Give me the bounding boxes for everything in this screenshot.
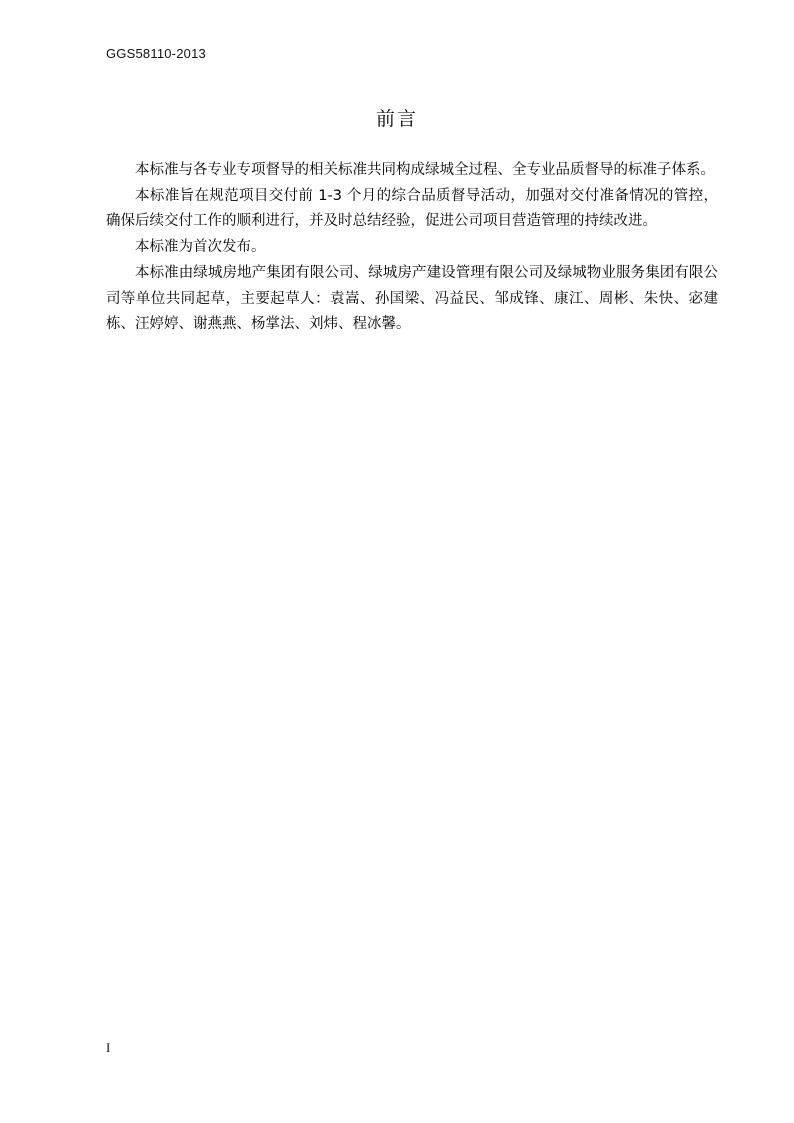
paragraph-drafters: 本标准由绿城房地产集团有限公司、绿城房产建设管理有限公司及绿城物业服务集团有限公司等单位共同起草，主要起草人：袁嵩、孙国梁、冯益民、邹成锋、康江、周彬、朱快、宓建栋、汪婷婷、谢燕燕、杨掌法、刘炜、程冰馨。 (106, 264, 718, 333)
paragraph-scope: 本标准与各专业专项督导的相关标准共同构成绿城全过程、全专业品质督导的标准子体系。 (135, 162, 715, 178)
page-number: I (106, 1040, 111, 1055)
paragraph-purpose: 本标准旨在规范项目交付前 1-3 个月的综合品质督导活动，加强对交付准备情况的管控，确保后续交付工作的顺利进行，并及时总结经验，促进公司项目营造管理的持续改进。 (106, 187, 718, 230)
page-title: 前言 (375, 108, 418, 130)
body-text (106, 158, 718, 338)
document-code: GGS58110-2013 (106, 46, 206, 61)
paragraph-release: 本标准为首次发布。 (135, 239, 266, 256)
